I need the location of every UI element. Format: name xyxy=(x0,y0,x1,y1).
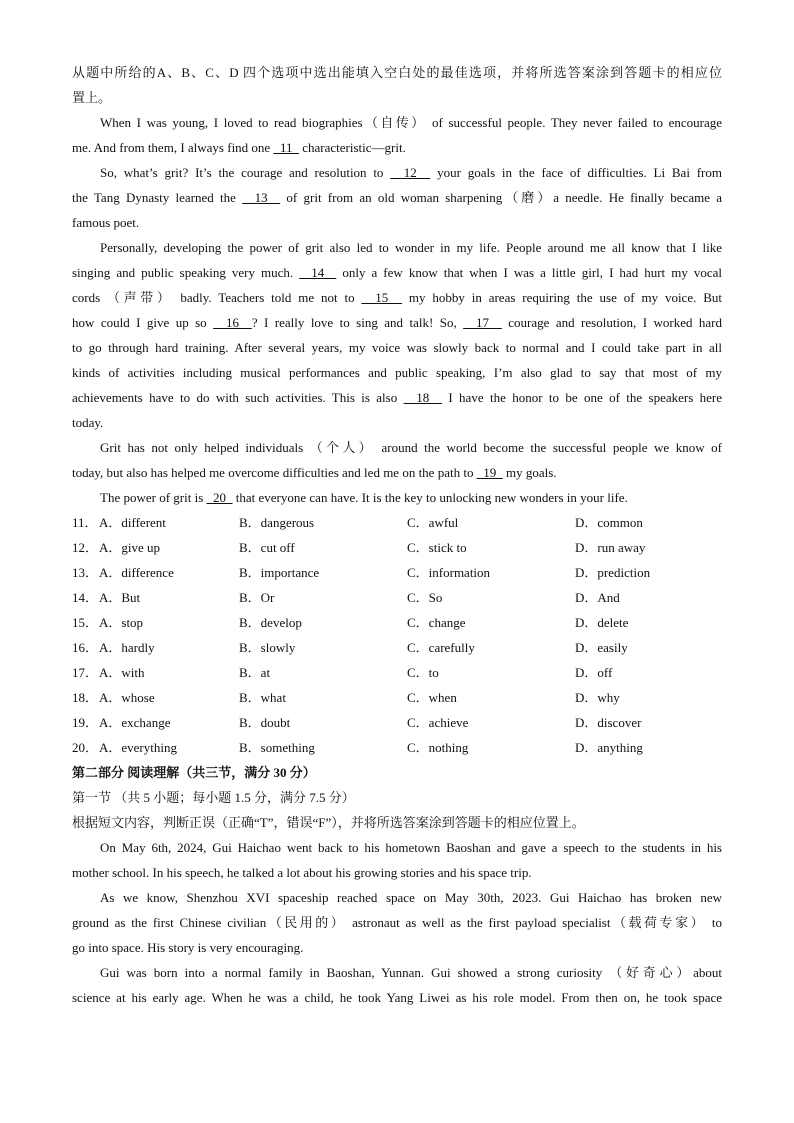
question-number: 15． xyxy=(72,615,99,630)
option-c: C．information xyxy=(407,565,491,580)
passage-line: me. And from them, I always find one 11 characteristic—grit. xyxy=(72,140,406,155)
option-row xyxy=(72,735,722,760)
blank-17: 17 xyxy=(463,315,502,330)
option-row xyxy=(72,710,722,735)
option-d: D．why xyxy=(575,690,620,705)
option-d: D．off xyxy=(575,665,613,680)
passage-line: Personally, developing the power of grit also led to wonder in my life. People around me all know that I like xyxy=(100,240,722,255)
option-a: A．give up xyxy=(99,540,161,555)
blank-19: 19 xyxy=(476,465,503,480)
blank-13: 13 xyxy=(242,190,281,205)
option-d: D．prediction xyxy=(575,565,651,580)
reading-line: As we know, Shenzhou XVI spaceship reached space on May 30th, 2023. Gui Haichao has broken new xyxy=(100,890,722,905)
blank-15: 15 xyxy=(361,290,402,305)
option-a: A．hardly xyxy=(99,640,155,655)
reading-line: mother school. In his speech, he talked a lot about his growing stories and his space trip. xyxy=(72,865,532,880)
option-a: A．difference xyxy=(99,565,174,580)
question-number: 11． xyxy=(72,515,98,530)
section-title: 第一节 （共 5 小题；每小题 1.5 分，满分 7.5 分） xyxy=(72,790,355,805)
option-a: A．exchange xyxy=(99,715,171,730)
question-number: 16． xyxy=(72,640,99,655)
passage-line: achievements have to do with such activities. This is also 18 I have the honor to be one of the speakers here xyxy=(72,390,723,405)
option-d: D．common xyxy=(575,515,643,530)
question-number: 13． xyxy=(72,565,99,580)
option-row xyxy=(72,610,722,635)
passage-line: today, but also has helped me overcome difficulties and led me on the path to 19 my goals. xyxy=(72,465,557,480)
question-number: 17． xyxy=(72,665,99,680)
option-d: D．anything xyxy=(575,740,643,755)
option-c: C．achieve xyxy=(407,715,469,730)
option-a: A．But xyxy=(99,590,141,605)
option-b: B．doubt xyxy=(239,715,291,730)
option-a: A．with xyxy=(99,665,145,680)
passage-line: cords （声带） badly. Teachers told me not to 15 my hobby in areas requiring the use of my voice. But xyxy=(72,290,722,305)
cloze-instruction-line-1: 从题中所给的A、B、C、D 四个选项中选出能填入空白处的最佳选项，并将所选答案涂到答题卡的相应位 xyxy=(72,65,722,80)
option-d: D．easily xyxy=(575,640,628,655)
question-number: 12． xyxy=(72,540,99,555)
question-number: 14． xyxy=(72,590,99,605)
option-row xyxy=(72,635,722,660)
option-c: C．stick to xyxy=(407,540,467,555)
blank-18: 18 xyxy=(403,390,443,405)
reading-line: science at his early age. When he was a child, he took Yang Liwei as his role model. From then on, he took space xyxy=(72,990,722,1005)
passage-line: the Tang Dynasty learned the 13 of grit from an old woman sharpening（磨）a needle. He finally became a xyxy=(72,190,723,205)
option-b: B．at xyxy=(239,665,271,680)
reading-line: Gui was born into a normal family in Baoshan, Yunnan. Gui showed a strong curiosity （好奇心）about xyxy=(100,965,722,980)
option-b: B．Or xyxy=(239,590,275,605)
option-d: D．And xyxy=(575,590,620,605)
passage-line: famous poet. xyxy=(72,215,140,230)
option-d: D．run away xyxy=(575,540,646,555)
option-row xyxy=(72,685,722,710)
option-row xyxy=(72,585,722,610)
blank-16: 16 xyxy=(213,315,252,330)
option-b: B．something xyxy=(239,740,315,755)
option-a: A．whose xyxy=(99,690,155,705)
option-a: A．stop xyxy=(99,615,144,630)
passage-line: Grit has not only helped individuals （个人） around the world become the successful people we know of xyxy=(100,440,722,455)
passage-line: today. xyxy=(72,415,104,430)
option-row xyxy=(72,535,722,560)
reading-line: On May 6th, 2024, Gui Haichao went back to his hometown Baoshan and gave a speech to the students in his xyxy=(100,840,722,855)
option-b: B．cut off xyxy=(239,540,295,555)
passage-line: When I was young, I loved to read biographies（自传） of successful people. They never failed to encourage xyxy=(100,115,722,130)
exam-page xyxy=(72,60,722,1010)
reading-line: ground as the first Chinese civilian（民用的） astronaut as well as the first payload specialist（载荷专家） to xyxy=(72,915,722,930)
option-row xyxy=(72,560,722,585)
blank-20: 20 xyxy=(206,490,233,505)
part-title: 第二部分 阅读理解（共三节，满分 30 分） xyxy=(72,765,316,780)
option-b: B．dangerous xyxy=(239,515,315,530)
option-b: B．what xyxy=(239,690,286,705)
option-a: A．everything xyxy=(99,740,177,755)
options-list xyxy=(72,510,722,760)
passage-line: The power of grit is 20 that everyone can have. It is the key to unlocking new wonders in your life. xyxy=(100,490,628,505)
passage-line: So, what’s grit? It’s the courage and resolution to 12 your goals in the face of difficulties. Li Bai from xyxy=(100,165,722,180)
reading-line: go into space. His story is very encouraging. xyxy=(72,940,304,955)
option-c: C．carefully xyxy=(407,640,475,655)
passage-line: kinds of activities including musical performances and public speaking, I’m also glad to say that most of my xyxy=(72,365,722,380)
passage-line: to go through hard training. After several years, my voice was slowly back to normal and I could take part in all xyxy=(72,340,722,355)
option-c: C．change xyxy=(407,615,466,630)
option-c: C．when xyxy=(407,690,457,705)
passage-line: how could I give up so 16 ? I really love to sing and talk! So, 17 courage and resolution, I worked hard xyxy=(72,315,723,330)
question-number: 19． xyxy=(72,715,99,730)
blank-11: 11 xyxy=(273,140,299,155)
option-a: A．different xyxy=(99,515,166,530)
option-d: D．discover xyxy=(575,715,642,730)
option-c: C．So xyxy=(407,590,443,605)
reading-instruction: 根据短文内容，判断正误（正确“T”，错误“F”），并将所选答案涂到答题卡的相应位置上。 xyxy=(72,815,585,830)
option-c: C．awful xyxy=(407,515,459,530)
option-c: C．nothing xyxy=(407,740,469,755)
option-b: B．importance xyxy=(239,565,320,580)
question-number: 18． xyxy=(72,690,99,705)
blank-12: 12 xyxy=(390,165,431,180)
passage-line: singing and public speaking very much. 14 only a few know that when I was a little girl, I had hurt my vocal xyxy=(72,265,722,280)
option-b: B．slowly xyxy=(239,640,296,655)
option-d: D．delete xyxy=(575,615,629,630)
blank-14: 14 xyxy=(299,265,337,280)
option-c: C．to xyxy=(407,665,439,680)
option-row xyxy=(72,660,722,685)
question-number: 20． xyxy=(72,740,99,755)
cloze-instruction-line-2: 置上。 xyxy=(72,90,112,105)
option-row xyxy=(72,510,722,535)
option-b: B．develop xyxy=(239,615,302,630)
